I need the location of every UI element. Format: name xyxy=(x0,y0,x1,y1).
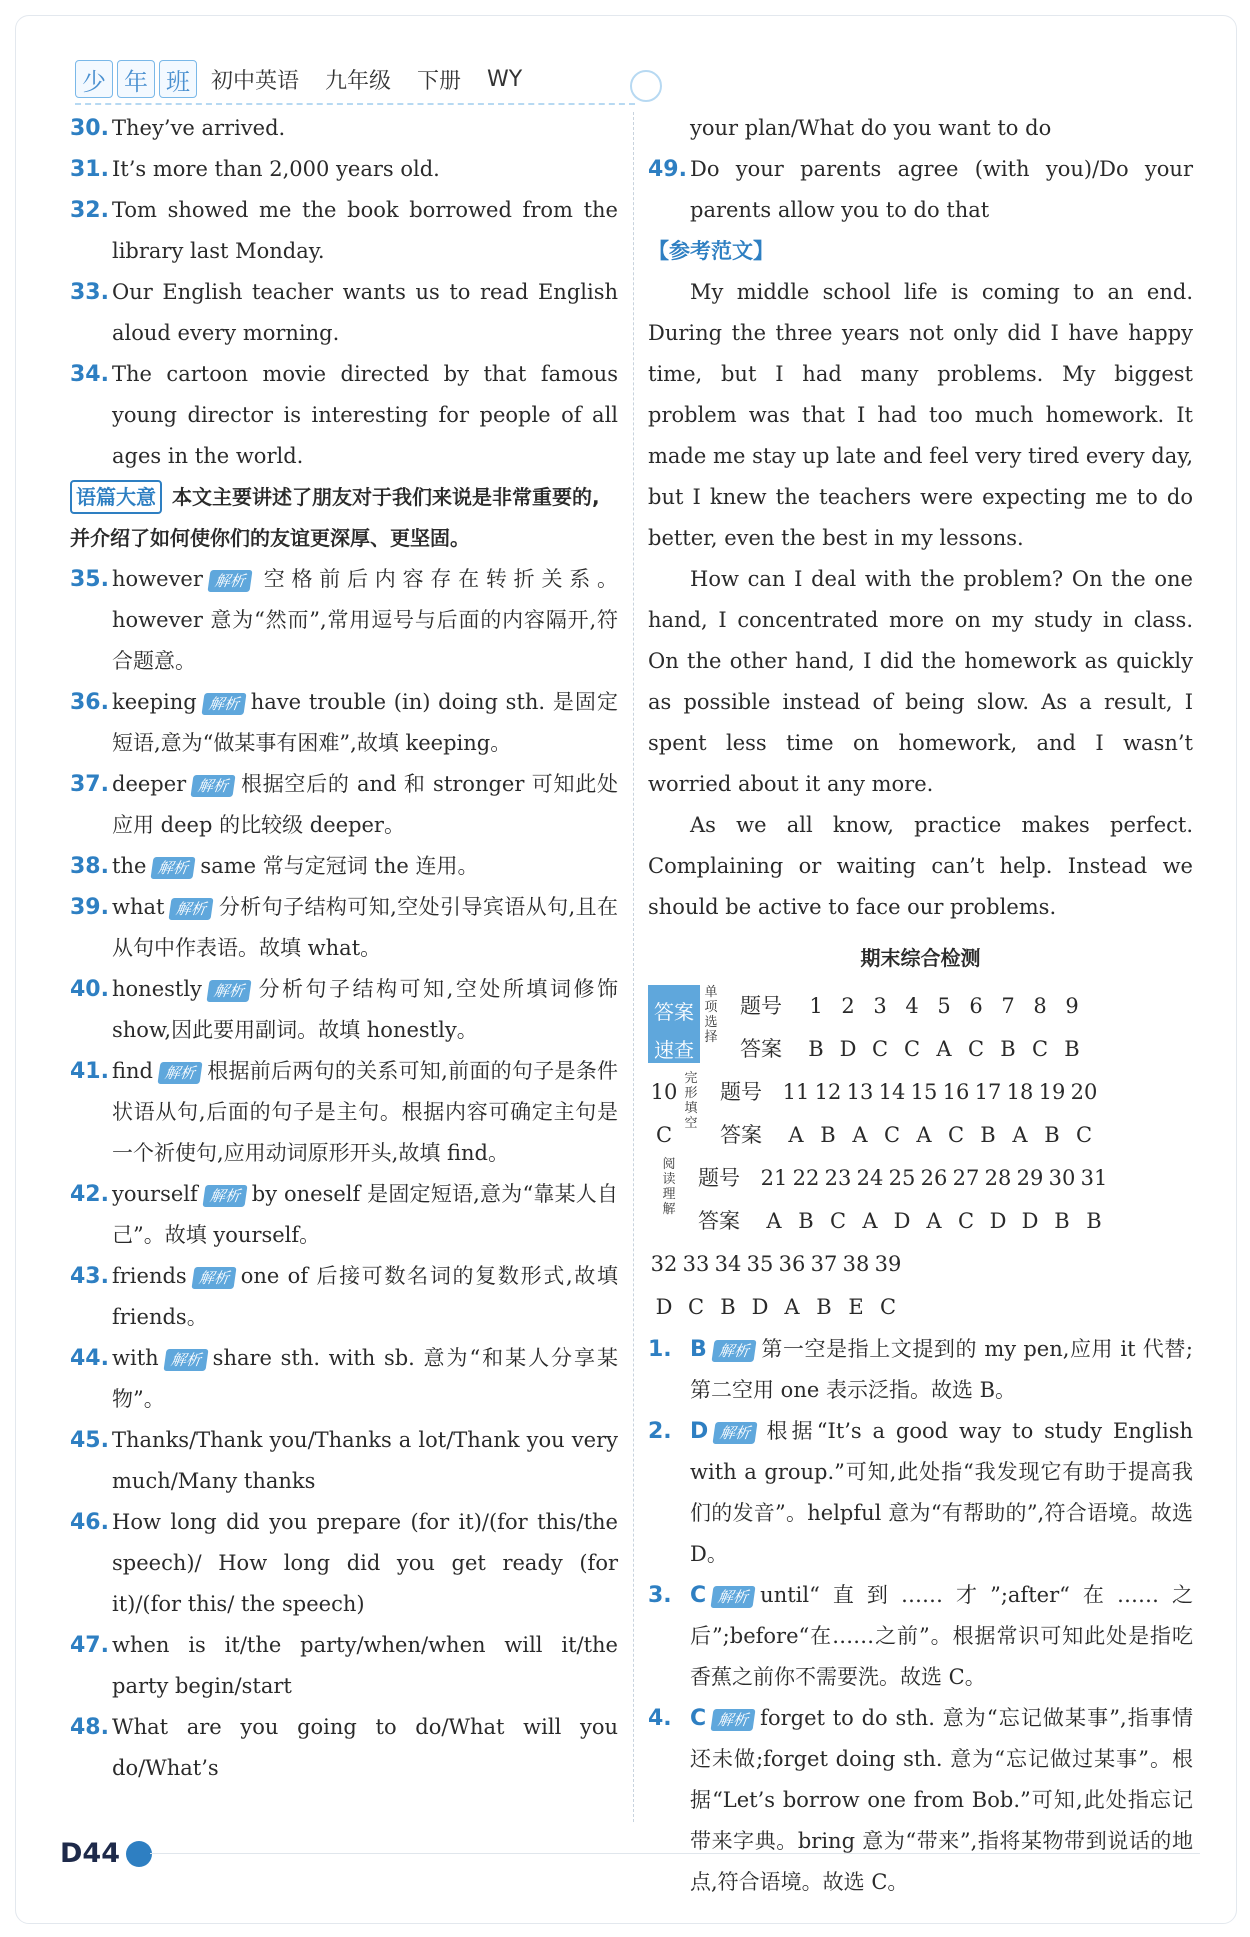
grid-cell: D xyxy=(751,1295,769,1319)
analysis-text: forget to do sth. 意为“忘记做某事”,指事情还未做;forget doing sth. 意为“忘记做过某事”。根据“Let’s borrow one from Bob.”可知,此处指忘记带来字典。bring 意为“带来”,指将某物带到说话的地点,符合语境。故选 C。 xyxy=(690,1706,1193,1894)
analysis-text: one of 后接可数名词的复数形式,故填 friends。 xyxy=(112,1264,618,1329)
answer-entry xyxy=(648,1411,1193,1575)
answer-word: deeper xyxy=(112,772,187,796)
analysis-tag: 解析 xyxy=(207,570,252,592)
grid-cell: 9 xyxy=(1065,994,1079,1018)
grid-cell: B xyxy=(980,1123,996,1147)
grade-label: 九年级 xyxy=(325,68,392,94)
grid-cell: 10 xyxy=(650,1080,678,1104)
footer-divider xyxy=(150,1853,1200,1854)
brand-char: 少 xyxy=(75,60,113,98)
page-number: D44 xyxy=(60,1838,120,1869)
analysis-text: share sth. with sb. 意为“和某人分享某物”。 xyxy=(112,1346,618,1411)
grid-row-numbers xyxy=(648,1071,1193,1131)
answer-text: Our English teacher wants us to read English aloud every morning. xyxy=(112,280,618,345)
grid-cell: 12 xyxy=(814,1080,842,1104)
grid-cell: 23 xyxy=(824,1166,852,1190)
grid-cell: A xyxy=(916,1123,932,1147)
grid-cell: B xyxy=(1054,1209,1070,1233)
grid-cell: C xyxy=(903,1037,921,1061)
analysis-text: 分析句子结构可知,空处引导宾语从句,且在从句中作表语。故填 what。 xyxy=(112,895,618,960)
answer-entry xyxy=(70,559,618,682)
grid-cell: B xyxy=(820,1123,836,1147)
item-number: 1. xyxy=(648,1337,672,1362)
section-title: 期末综合检测 xyxy=(860,946,981,970)
passage-summary xyxy=(70,477,618,559)
analysis-tag: 解析 xyxy=(191,1267,236,1289)
edition-label: WY xyxy=(487,66,523,92)
item-number: 37. xyxy=(70,772,109,797)
grid-cell: 11 xyxy=(782,1080,810,1104)
grid-cell: 14 xyxy=(878,1080,906,1104)
answer-entry xyxy=(70,1625,618,1707)
answer-entry xyxy=(70,1338,618,1420)
grid-cell: A xyxy=(788,1123,804,1147)
analysis-tag: 解析 xyxy=(191,775,236,797)
brand-logo xyxy=(75,60,197,98)
item-number: 35. xyxy=(70,567,109,592)
grid-cell: 31 xyxy=(1080,1166,1108,1190)
answer-word: find xyxy=(112,1059,153,1083)
grid-cell: 20 xyxy=(1070,1080,1098,1104)
item-number: 42. xyxy=(70,1182,109,1207)
grid-cell: D xyxy=(1021,1209,1039,1233)
answer-text: The cartoon movie directed by that famous young director is interesting for people of all ages in the world. xyxy=(112,362,618,468)
grid-cell: C xyxy=(655,1123,673,1147)
header-deco-icon xyxy=(630,70,662,102)
answer-entry xyxy=(70,764,618,846)
analysis-text: have trouble (in) doing sth. 是固定短语,意为“做某事有困难”,故填 keeping。 xyxy=(112,690,618,755)
grid-cell: B xyxy=(1064,1037,1080,1061)
item-number: 46. xyxy=(70,1510,109,1535)
analysis-tag: 解析 xyxy=(711,1340,756,1362)
grid-cell: 1 xyxy=(809,994,823,1018)
grid-cell: C xyxy=(1031,1037,1049,1061)
grid-cell: 16 xyxy=(942,1080,970,1104)
grid-cell: B xyxy=(808,1037,824,1061)
analysis-tag: 解析 xyxy=(206,980,251,1002)
summary-text: 本文主要讲述了朋友对于我们来说是非常重要的,并介绍了如何使你们的友谊更深厚、更坚固。 xyxy=(70,485,600,550)
analysis-tag: 解析 xyxy=(711,1709,756,1731)
answer-text: They’ve arrived. xyxy=(112,116,286,140)
reference-essay-title: 【参考范文】 xyxy=(648,239,774,263)
grid-cell: A xyxy=(852,1123,868,1147)
item-number: 31. xyxy=(70,157,109,182)
item-number: 4. xyxy=(648,1706,672,1731)
analysis-tag: 解析 xyxy=(202,1185,247,1207)
analysis-text: 根据空后的 and 和 stronger 可知此处应用 deep 的比较级 deeper。 xyxy=(112,772,618,837)
grid-cell: 4 xyxy=(905,994,919,1018)
grid-cell: 27 xyxy=(952,1166,980,1190)
grid-cell: A xyxy=(936,1037,952,1061)
grid-row-answers xyxy=(648,1286,1193,1329)
answer-entry xyxy=(70,272,618,354)
answer-entry xyxy=(70,1707,618,1789)
analysis-text: same 常与定冠词 the 连用。 xyxy=(200,854,479,878)
item-number: 41. xyxy=(70,1059,109,1084)
answer-word: however xyxy=(112,567,203,591)
analysis-tag: 解析 xyxy=(151,857,196,879)
globe-icon xyxy=(126,1841,152,1867)
analysis-text: 根据前后两句的关系可知,前面的句子是条件状语从句,后面的句子是主句。根据内容可确定主句是一个祈使句,应用动词原形开头,故填 find。 xyxy=(112,1059,618,1165)
grid-cell: 13 xyxy=(846,1080,874,1104)
grid-row-answers xyxy=(648,1200,1193,1243)
grid-cell: 18 xyxy=(1006,1080,1034,1104)
answer-entry xyxy=(70,149,618,190)
analysis-text: 根据“It’s a good way to study English with a group.”可知,此处指“我发现它有助于提高我们的发音”。helpful 意为“有帮助的”,符合语境。故选 D。 xyxy=(690,1419,1193,1566)
page-footer xyxy=(60,1838,152,1869)
row-label: 题号 xyxy=(698,1166,740,1190)
grid-cell: D xyxy=(655,1295,673,1319)
subject-label: 初中英语 xyxy=(211,68,300,94)
analysis-tag: 解析 xyxy=(163,1349,208,1371)
item-number: 33. xyxy=(70,280,109,305)
answer-grid xyxy=(648,985,1193,1329)
answer-letter: B xyxy=(690,1337,707,1362)
grid-row-numbers xyxy=(700,985,1088,1045)
grid-row-answers xyxy=(648,1114,1193,1157)
essay-paragraph: How can I deal with the problem? On the one hand, I concentrated more on my study in class. On the other hand, I did the homework as quickly as possible instead of being slow. As a result, I spent less time on homework, and I wasn’t worried about it any more. xyxy=(648,567,1193,796)
row-label: 题号 xyxy=(740,994,782,1018)
item-number: 47. xyxy=(70,1633,109,1658)
analysis-text: 空格前后内容存在转折关系。however 意为“然而”,常用逗号与后面的内容隔开,符合题意。 xyxy=(112,567,618,673)
item-number: 32. xyxy=(70,198,109,223)
answer-letter: C xyxy=(690,1706,707,1731)
section3-label: 阅读理解 xyxy=(662,1157,676,1217)
row-label: 答案 xyxy=(698,1209,740,1233)
answer-entry xyxy=(70,1256,618,1338)
grid-cell: 7 xyxy=(1001,994,1015,1018)
analysis-text: 分析句子结构可知,空处所填词修饰 show,因此要用副词。故填 honestly。 xyxy=(112,977,618,1042)
grid-cell: E xyxy=(848,1295,864,1319)
answer-text: How long did you prepare (for it)/(for this/the speech)/ How long did you get ready (for it)/(for this/ the speech) xyxy=(112,1510,618,1616)
item-number: 2. xyxy=(648,1419,672,1444)
grid-cell: A xyxy=(926,1209,942,1233)
row-label: 答案 xyxy=(740,1037,782,1061)
answer-entry xyxy=(648,1698,1193,1903)
grid-cell: 32 xyxy=(650,1252,678,1276)
answer-word: yourself xyxy=(112,1182,198,1206)
grid-cell: 24 xyxy=(856,1166,884,1190)
grid-cell: A xyxy=(766,1209,782,1233)
brand-char: 年 xyxy=(117,60,155,98)
brand-char: 班 xyxy=(159,60,197,98)
answer-letter: D xyxy=(690,1419,709,1444)
quick-answer-label: 答案速查 xyxy=(648,985,700,1063)
analysis-tag: 解析 xyxy=(711,1586,756,1608)
grid-cell: C xyxy=(829,1209,847,1233)
item-number: 36. xyxy=(70,690,109,715)
answer-entry xyxy=(70,969,618,1051)
grid-cell: C xyxy=(947,1123,965,1147)
grid-cell: 5 xyxy=(937,994,951,1018)
item-number: 48. xyxy=(70,1715,109,1740)
grid-cell: 17 xyxy=(974,1080,1002,1104)
grid-cell: 34 xyxy=(714,1252,742,1276)
answer-entry xyxy=(70,887,618,969)
analysis-text: until“直到……才”;after“在……之后”;before“在……之前”。根据常识可知此处是指吃香蕉之前你不需要洗。故选 C。 xyxy=(690,1583,1193,1689)
answer-word: keeping xyxy=(112,690,197,714)
answer-word: the xyxy=(112,854,147,878)
answer-text: Thanks/Thank you/Thanks a lot/Thank you very much/Many thanks xyxy=(112,1428,618,1493)
grid-cell: A xyxy=(1012,1123,1028,1147)
grid-cell: 39 xyxy=(874,1252,902,1276)
section1-label: 单项选择 xyxy=(704,985,718,1045)
item-number: 40. xyxy=(70,977,109,1002)
item-number: 34. xyxy=(70,362,109,387)
analysis-tag: 解析 xyxy=(201,693,246,715)
grid-cell: C xyxy=(687,1295,705,1319)
volume-label: 下册 xyxy=(417,68,462,94)
item-number: 49. xyxy=(648,157,687,182)
grid-cell: 8 xyxy=(1033,994,1047,1018)
answer-text: What are you going to do/What will you do/What’s xyxy=(112,1715,618,1780)
header-divider xyxy=(75,103,635,105)
answer-entry xyxy=(70,1174,618,1256)
grid-cell: 33 xyxy=(682,1252,710,1276)
grid-cell: A xyxy=(862,1209,878,1233)
answer-text: when is it/the party/when/when will it/the party begin/start xyxy=(112,1633,618,1698)
answer-letter: C xyxy=(690,1583,707,1608)
answer-entry xyxy=(648,1575,1193,1698)
grid-cell: 38 xyxy=(842,1252,870,1276)
row-label: 题号 xyxy=(720,1080,762,1104)
right-column xyxy=(648,108,1193,1903)
answer-entry xyxy=(70,1051,618,1174)
answer-entry xyxy=(70,682,618,764)
answer-entry xyxy=(70,1502,618,1625)
item-number: 38. xyxy=(70,854,109,879)
answer-word: what xyxy=(112,895,165,919)
analysis-tag: 解析 xyxy=(713,1422,758,1444)
grid-cell: D xyxy=(839,1037,857,1061)
grid-cell: B xyxy=(1044,1123,1060,1147)
analysis-tag: 解析 xyxy=(157,1062,202,1084)
grid-cell: B xyxy=(816,1295,832,1319)
grid-cell: B xyxy=(1000,1037,1016,1061)
grid-cell: 6 xyxy=(969,994,983,1018)
grid-cell: D xyxy=(893,1209,911,1233)
answer-entry xyxy=(70,1420,618,1502)
grid-cell: 21 xyxy=(760,1166,788,1190)
answer-entry xyxy=(648,1329,1193,1411)
item-number: 45. xyxy=(70,1428,109,1453)
grid-cell: D xyxy=(989,1209,1007,1233)
analysis-text: 第一空是指上文提到的 my pen,应用 it 代替;第二空用 one 表示泛指。故选 B。 xyxy=(690,1337,1193,1402)
item-number: 3. xyxy=(648,1583,672,1608)
grid-cell: C xyxy=(967,1037,985,1061)
item-number: 39. xyxy=(70,895,109,920)
page-header xyxy=(75,55,548,103)
grid-row-numbers xyxy=(648,1243,1193,1286)
grid-row-numbers xyxy=(648,1157,1193,1217)
section2-label: 完形填空 xyxy=(684,1071,698,1131)
essay-paragraph: As we all know, practice makes perfect. Complaining or waiting can’t help. Instead we should be active to face our problems. xyxy=(648,813,1193,919)
grid-cell: B xyxy=(1086,1209,1102,1233)
grid-cell: C xyxy=(871,1037,889,1061)
analysis-text: by oneself 是固定短语,意为“靠某人自己”。故填 yourself。 xyxy=(112,1182,618,1247)
analysis-tag: 解析 xyxy=(169,898,214,920)
grid-row-answers xyxy=(700,1028,1088,1071)
item-number: 30. xyxy=(70,116,109,141)
answer-entry xyxy=(70,846,618,887)
grid-cell: B xyxy=(798,1209,814,1233)
grid-cell: 30 xyxy=(1048,1166,1076,1190)
grid-cell: C xyxy=(1075,1123,1093,1147)
answer-entry xyxy=(70,354,618,477)
grid-cell: 2 xyxy=(841,994,855,1018)
left-column xyxy=(70,108,618,1789)
summary-label: 语篇大意 xyxy=(70,480,162,514)
grid-cell: 25 xyxy=(888,1166,916,1190)
grid-cell: 29 xyxy=(1016,1166,1044,1190)
grid-cell: C xyxy=(883,1123,901,1147)
grid-cell: 36 xyxy=(778,1252,806,1276)
answer-text: Tom showed me the book borrowed from the library last Monday. xyxy=(112,198,618,263)
item-number: 43. xyxy=(70,1264,109,1289)
answer-entry xyxy=(70,108,618,149)
answer-text: It’s more than 2,000 years old. xyxy=(112,157,440,181)
answer-word: friends xyxy=(112,1264,187,1288)
answer-entry xyxy=(70,190,618,272)
grid-cell: 22 xyxy=(792,1166,820,1190)
item-number: 44. xyxy=(70,1346,109,1371)
answer-continuation: your plan/What do you want to do xyxy=(690,116,1052,140)
grid-cell: 19 xyxy=(1038,1080,1066,1104)
row-label: 答案 xyxy=(720,1123,762,1147)
answer-text: Do your parents agree (with you)/Do your parents allow you to do that xyxy=(690,157,1193,222)
grid-cell: 15 xyxy=(910,1080,938,1104)
essay-paragraph: My middle school life is coming to an end. During the three years not only did I have happy time, but I had many problems. My biggest problem was that I had too much homework. It made me stay up late and feel very tired every day, but I knew the teachers were expecting me to do better, even the best in my lessons. xyxy=(648,280,1193,550)
grid-cell: 26 xyxy=(920,1166,948,1190)
grid-cell: B xyxy=(720,1295,736,1319)
answer-word: with xyxy=(112,1346,159,1370)
answer-entry xyxy=(648,149,1193,231)
grid-cell: 3 xyxy=(873,994,887,1018)
column-divider xyxy=(633,112,634,1822)
grid-cell: 37 xyxy=(810,1252,838,1276)
grid-cell: A xyxy=(784,1295,800,1319)
answer-word: honestly xyxy=(112,977,202,1001)
grid-cell: 35 xyxy=(746,1252,774,1276)
grid-cell: 28 xyxy=(984,1166,1012,1190)
grid-cell: C xyxy=(879,1295,897,1319)
grid-cell: C xyxy=(957,1209,975,1233)
